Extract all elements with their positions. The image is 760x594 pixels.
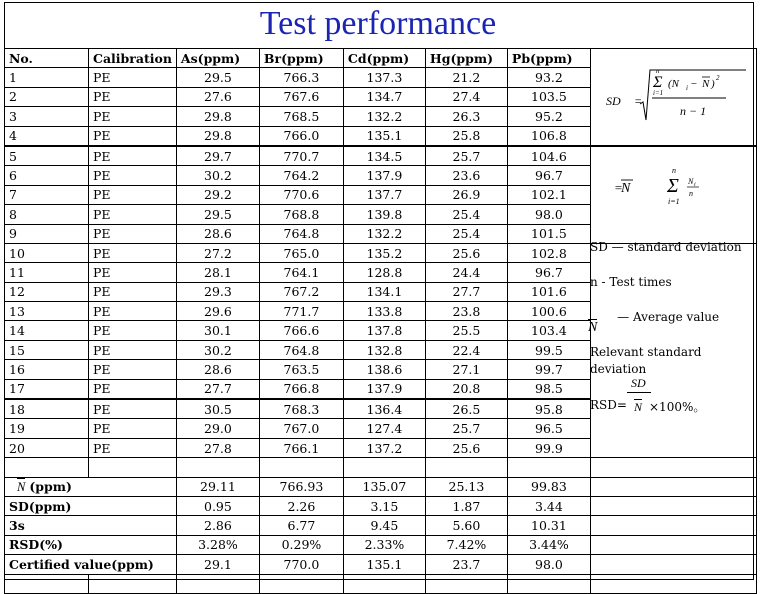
value-cell: 26.3 bbox=[425, 107, 507, 126]
value-cell: 25.7 bbox=[425, 146, 507, 166]
value-cell: 29.3 bbox=[176, 282, 259, 301]
legend-rsd-title-2: deviation bbox=[590, 362, 647, 376]
value-cell: 30.1 bbox=[176, 321, 259, 340]
spacer-row bbox=[5, 574, 757, 593]
value-cell: 135.1 bbox=[343, 126, 425, 146]
calibration-cell: PE bbox=[89, 419, 177, 438]
value-cell: 766.6 bbox=[259, 321, 343, 340]
value-cell: 98.5 bbox=[507, 379, 590, 399]
mean-sigma-top: n bbox=[672, 166, 676, 175]
value-cell: 22.4 bbox=[425, 340, 507, 359]
sd-label: SD bbox=[606, 94, 621, 108]
summary-value: 29.11 bbox=[176, 477, 259, 496]
row-number: 4 bbox=[5, 126, 89, 146]
row-number: 11 bbox=[5, 263, 89, 282]
row-number: 7 bbox=[5, 185, 89, 204]
calibration-cell: PE bbox=[89, 146, 177, 166]
value-cell: 25.6 bbox=[425, 243, 507, 262]
value-cell: 27.7 bbox=[425, 282, 507, 301]
value-cell: 23.6 bbox=[425, 166, 507, 185]
value-cell: 764.1 bbox=[259, 263, 343, 282]
header-cell: Hg(ppm) bbox=[425, 49, 507, 68]
value-cell: 29.8 bbox=[176, 126, 259, 146]
value-cell: 766.3 bbox=[259, 68, 343, 87]
calibration-cell: PE bbox=[89, 360, 177, 379]
summary-row bbox=[5, 477, 757, 496]
mean-sigma: Σ bbox=[667, 175, 679, 197]
header-cell: Pb(ppm) bbox=[507, 49, 590, 68]
value-cell: 23.8 bbox=[425, 302, 507, 321]
value-cell: 766.0 bbox=[259, 126, 343, 146]
summary-value: 770.0 bbox=[259, 555, 343, 574]
empty-cell bbox=[425, 458, 507, 477]
calibration-cell: PE bbox=[89, 68, 177, 87]
value-cell: 25.8 bbox=[425, 126, 507, 146]
value-cell: 96.7 bbox=[507, 166, 590, 185]
calibration-cell: PE bbox=[89, 166, 177, 185]
value-cell: 100.6 bbox=[507, 302, 590, 321]
value-cell: 95.2 bbox=[507, 107, 590, 126]
value-cell: 127.4 bbox=[343, 419, 425, 438]
legend-rsd-title-1: Relevant standard bbox=[590, 345, 702, 359]
summary-value: 135.1 bbox=[343, 555, 425, 574]
value-cell: 135.2 bbox=[343, 243, 425, 262]
value-cell: 30.5 bbox=[176, 399, 259, 419]
calibration-cell: PE bbox=[89, 185, 177, 204]
summary-value: 3.28% bbox=[176, 535, 259, 554]
calibration-cell: PE bbox=[89, 399, 177, 419]
rsd-prefix: RSD= bbox=[590, 398, 627, 412]
value-cell: 28.6 bbox=[176, 360, 259, 379]
value-cell: 765.0 bbox=[259, 243, 343, 262]
summary-row bbox=[5, 555, 757, 574]
value-cell: 28.6 bbox=[176, 224, 259, 243]
legend-n: n - Test times bbox=[590, 275, 672, 289]
value-cell: 99.5 bbox=[507, 340, 590, 359]
value-cell: 136.4 bbox=[343, 399, 425, 419]
empty-cell bbox=[425, 574, 507, 593]
row-number: 12 bbox=[5, 282, 89, 301]
legend-rsd-formula bbox=[590, 376, 750, 416]
value-cell: 27.8 bbox=[176, 438, 259, 457]
row-number: 14 bbox=[5, 321, 89, 340]
value-cell: 29.2 bbox=[176, 185, 259, 204]
calibration-cell: PE bbox=[89, 321, 177, 340]
header-cell: Br(ppm) bbox=[259, 49, 343, 68]
rsd-den: N bbox=[634, 400, 643, 414]
calibration-cell: PE bbox=[89, 107, 177, 126]
value-cell: 21.2 bbox=[425, 68, 507, 87]
value-cell: 25.5 bbox=[425, 321, 507, 340]
mean-frac-num: N bbox=[688, 177, 694, 186]
value-cell: 134.1 bbox=[343, 282, 425, 301]
value-cell: 771.7 bbox=[259, 302, 343, 321]
summary-value: 9.45 bbox=[343, 516, 425, 535]
summary-value: 99.83 bbox=[507, 477, 590, 496]
value-cell: 101.5 bbox=[507, 224, 590, 243]
value-cell: 30.2 bbox=[176, 340, 259, 359]
page-title: Test performance bbox=[259, 5, 497, 42]
value-cell: 20.8 bbox=[425, 379, 507, 399]
empty-cell bbox=[590, 535, 756, 554]
empty-cell bbox=[590, 574, 756, 593]
row-number: 1 bbox=[5, 68, 89, 87]
value-cell: 24.4 bbox=[425, 263, 507, 282]
calibration-cell: PE bbox=[89, 302, 177, 321]
row-number: 20 bbox=[5, 438, 89, 457]
value-cell: 101.6 bbox=[507, 282, 590, 301]
summary-value: 3.44 bbox=[507, 496, 590, 515]
summary-label bbox=[5, 477, 177, 496]
header-cell: As(ppm) bbox=[176, 49, 259, 68]
sd-num-sub: i bbox=[686, 84, 688, 92]
value-cell: 137.2 bbox=[343, 438, 425, 457]
value-cell: 128.8 bbox=[343, 263, 425, 282]
calibration-cell: PE bbox=[89, 340, 177, 359]
sd-formula-graphic bbox=[606, 62, 750, 132]
value-cell: 29.0 bbox=[176, 419, 259, 438]
header-cell: Cd(ppm) bbox=[343, 49, 425, 68]
mean-symbol: N bbox=[17, 479, 26, 494]
empty-cell bbox=[176, 458, 259, 477]
value-cell: 95.8 bbox=[507, 399, 590, 419]
value-cell: 766.1 bbox=[259, 438, 343, 457]
summary-value: 0.95 bbox=[176, 496, 259, 515]
row-number: 2 bbox=[5, 87, 89, 106]
summary-label: SD(ppm) bbox=[5, 496, 177, 515]
value-cell: 132.2 bbox=[343, 107, 425, 126]
calibration-cell: PE bbox=[89, 379, 177, 399]
value-cell: 139.8 bbox=[343, 205, 425, 224]
empty-cell bbox=[590, 458, 756, 477]
value-cell: 770.6 bbox=[259, 185, 343, 204]
calibration-cell: PE bbox=[89, 243, 177, 262]
value-cell: 103.4 bbox=[507, 321, 590, 340]
value-cell: 132.8 bbox=[343, 340, 425, 359]
calibration-cell: PE bbox=[89, 282, 177, 301]
row-number: 18 bbox=[5, 399, 89, 419]
value-cell: 767.6 bbox=[259, 87, 343, 106]
value-cell: 134.7 bbox=[343, 87, 425, 106]
value-cell: 26.5 bbox=[425, 399, 507, 419]
value-cell: 137.7 bbox=[343, 185, 425, 204]
value-cell: 764.8 bbox=[259, 224, 343, 243]
sd-exp: 2 bbox=[716, 74, 720, 82]
value-cell: 98.0 bbox=[507, 205, 590, 224]
sd-num-open: (N bbox=[668, 78, 679, 90]
sd-num-mid: − bbox=[690, 78, 698, 90]
value-cell: 137.9 bbox=[343, 379, 425, 399]
value-cell: 25.4 bbox=[425, 205, 507, 224]
row-number: 10 bbox=[5, 243, 89, 262]
empty-cell bbox=[507, 574, 590, 593]
summary-value: 7.42% bbox=[425, 535, 507, 554]
mean-sigma-bottom: i=1 bbox=[668, 197, 680, 206]
value-cell: 27.1 bbox=[425, 360, 507, 379]
sd-num-nbar: N bbox=[702, 78, 710, 90]
value-cell: 106.8 bbox=[507, 126, 590, 146]
value-cell: 27.7 bbox=[176, 379, 259, 399]
spacer-row bbox=[5, 458, 757, 477]
sd-num-close: ) bbox=[711, 78, 715, 90]
mean-frac-den: n bbox=[689, 189, 693, 198]
value-cell: 770.7 bbox=[259, 146, 343, 166]
row-number: 16 bbox=[5, 360, 89, 379]
value-cell: 768.5 bbox=[259, 107, 343, 126]
row-number: 17 bbox=[5, 379, 89, 399]
legend-avg-symbol: N bbox=[588, 320, 598, 335]
row-number: 3 bbox=[5, 107, 89, 126]
summary-value: 98.0 bbox=[507, 555, 590, 574]
mean-eq: = bbox=[614, 180, 623, 195]
value-cell: 27.2 bbox=[176, 243, 259, 262]
value-cell: 25.4 bbox=[425, 224, 507, 243]
summary-value: 3.44% bbox=[507, 535, 590, 554]
value-cell: 29.8 bbox=[176, 107, 259, 126]
sd-den: n − 1 bbox=[680, 104, 707, 118]
summary-value: 2.26 bbox=[259, 496, 343, 515]
value-cell: 29.5 bbox=[176, 68, 259, 87]
value-cell: 28.1 bbox=[176, 263, 259, 282]
summary-value: 135.07 bbox=[343, 477, 425, 496]
summary-value: 2.86 bbox=[176, 516, 259, 535]
value-cell: 766.8 bbox=[259, 379, 343, 399]
value-cell: 99.7 bbox=[507, 360, 590, 379]
value-cell: 99.9 bbox=[507, 438, 590, 457]
row-number: 6 bbox=[5, 166, 89, 185]
mean-formula-graphic bbox=[614, 162, 734, 212]
empty-cell bbox=[343, 574, 425, 593]
summary-value: 29.1 bbox=[176, 555, 259, 574]
legend-sd: SD — standard deviation bbox=[590, 240, 742, 254]
value-cell: 103.5 bbox=[507, 87, 590, 106]
summary-value: 10.31 bbox=[507, 516, 590, 535]
calibration-cell: PE bbox=[89, 205, 177, 224]
value-cell: 137.9 bbox=[343, 166, 425, 185]
value-cell: 102.8 bbox=[507, 243, 590, 262]
rsd-num: SD bbox=[631, 376, 646, 390]
summary-row bbox=[5, 535, 757, 554]
value-cell: 26.9 bbox=[425, 185, 507, 204]
value-cell: 104.6 bbox=[507, 146, 590, 166]
summary-value: 3.15 bbox=[343, 496, 425, 515]
row-number: 15 bbox=[5, 340, 89, 359]
row-number: 19 bbox=[5, 419, 89, 438]
value-cell: 29.7 bbox=[176, 146, 259, 166]
summary-row bbox=[5, 496, 757, 515]
calibration-cell: PE bbox=[89, 224, 177, 243]
row-number: 9 bbox=[5, 224, 89, 243]
empty-cell bbox=[343, 458, 425, 477]
calibration-cell: PE bbox=[89, 87, 177, 106]
summary-value: 0.29% bbox=[259, 535, 343, 554]
calibration-cell: PE bbox=[89, 438, 177, 457]
summary-value: 25.13 bbox=[425, 477, 507, 496]
empty-cell bbox=[590, 496, 756, 515]
value-cell: 27.6 bbox=[176, 87, 259, 106]
calibration-cell: PE bbox=[89, 263, 177, 282]
summary-value: 766.93 bbox=[259, 477, 343, 496]
row-number: 8 bbox=[5, 205, 89, 224]
summary-label-text: (ppm) bbox=[29, 478, 72, 494]
value-cell: 25.7 bbox=[425, 419, 507, 438]
calibration-cell: PE bbox=[89, 126, 177, 146]
summary-value: 5.60 bbox=[425, 516, 507, 535]
empty-cell bbox=[176, 574, 259, 593]
empty-cell bbox=[89, 458, 177, 477]
summary-value: 1.87 bbox=[425, 496, 507, 515]
value-cell: 767.2 bbox=[259, 282, 343, 301]
value-cell: 768.3 bbox=[259, 399, 343, 419]
value-cell: 137.3 bbox=[343, 68, 425, 87]
value-cell: 29.5 bbox=[176, 205, 259, 224]
sd-formula bbox=[606, 62, 750, 132]
legend-avg-text: — Average value bbox=[617, 310, 720, 324]
empty-cell bbox=[507, 458, 590, 477]
value-cell: 137.8 bbox=[343, 321, 425, 340]
value-cell: 96.7 bbox=[507, 263, 590, 282]
value-cell: 96.5 bbox=[507, 419, 590, 438]
empty-cell bbox=[590, 477, 756, 496]
sigma-bottom: i=1 bbox=[653, 89, 664, 97]
value-cell: 763.5 bbox=[259, 360, 343, 379]
value-cell: 30.2 bbox=[176, 166, 259, 185]
summary-value: 2.33% bbox=[343, 535, 425, 554]
rsd-fraction-line bbox=[627, 392, 651, 393]
empty-cell bbox=[89, 574, 177, 593]
value-cell: 93.2 bbox=[507, 68, 590, 87]
empty-cell bbox=[5, 574, 89, 593]
value-cell: 27.4 bbox=[425, 87, 507, 106]
value-cell: 764.2 bbox=[259, 166, 343, 185]
value-cell: 764.8 bbox=[259, 340, 343, 359]
value-cell: 767.0 bbox=[259, 419, 343, 438]
mean-nbar: N bbox=[621, 181, 631, 196]
value-cell: 25.6 bbox=[425, 438, 507, 457]
value-cell: 132.2 bbox=[343, 224, 425, 243]
header-cell: Calibration bbox=[89, 49, 177, 68]
sd-equals: = bbox=[634, 94, 643, 108]
summary-value: 6.77 bbox=[259, 516, 343, 535]
header-cell: No. bbox=[5, 49, 89, 68]
summary-label: Certified value(ppm) bbox=[5, 555, 177, 574]
value-cell: 133.8 bbox=[343, 302, 425, 321]
rsd-suffix: ×100%。 bbox=[649, 400, 706, 414]
summary-label: 3s bbox=[5, 516, 177, 535]
sigma-top: n bbox=[656, 67, 660, 75]
summary-label: RSD(%) bbox=[5, 535, 177, 554]
mean-formula bbox=[614, 162, 734, 212]
row-number: 5 bbox=[5, 146, 89, 166]
mean-frac-sub: i bbox=[694, 182, 696, 188]
value-cell: 138.6 bbox=[343, 360, 425, 379]
summary-row bbox=[5, 516, 757, 535]
value-cell: 29.6 bbox=[176, 302, 259, 321]
empty-cell bbox=[259, 574, 343, 593]
sigma-sign: Σ bbox=[653, 74, 663, 91]
empty-cell bbox=[590, 555, 756, 574]
empty-cell bbox=[590, 516, 756, 535]
summary-value: 23.7 bbox=[425, 555, 507, 574]
legend-avg bbox=[588, 310, 748, 335]
value-cell: 102.1 bbox=[507, 185, 590, 204]
row-number: 13 bbox=[5, 302, 89, 321]
empty-cell bbox=[259, 458, 343, 477]
value-cell: 768.8 bbox=[259, 205, 343, 224]
empty-cell bbox=[5, 458, 89, 477]
value-cell: 134.5 bbox=[343, 146, 425, 166]
